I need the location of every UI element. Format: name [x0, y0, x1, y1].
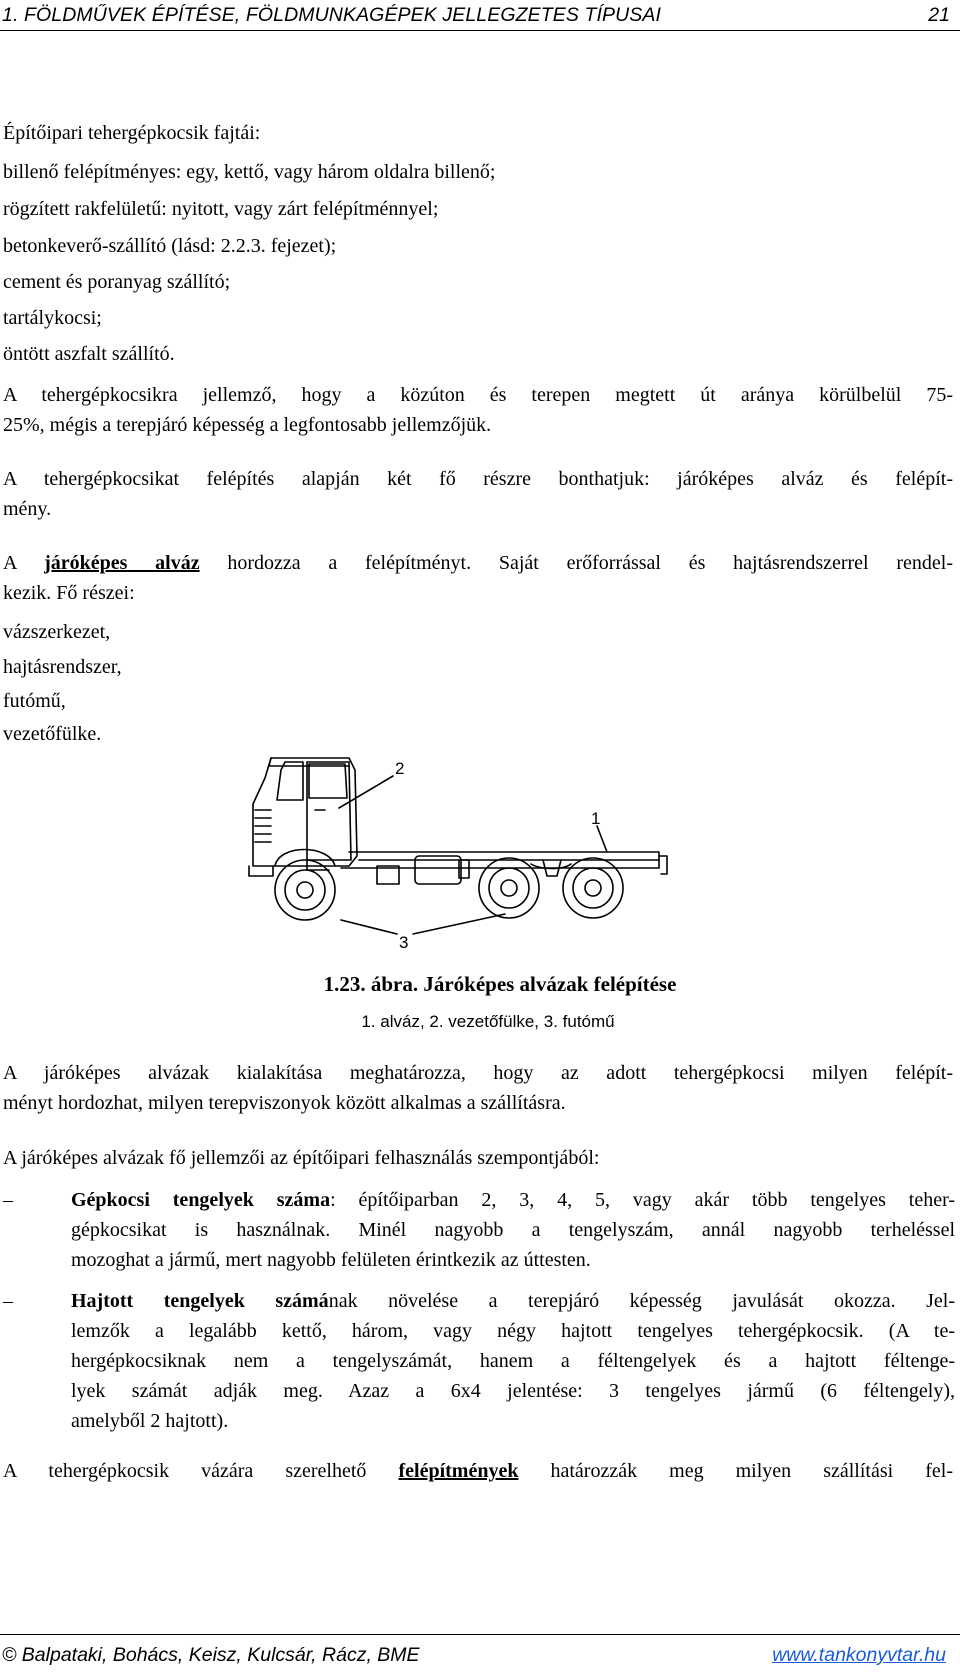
paragraph — [3, 464, 953, 524]
callout-2: 2 — [395, 759, 405, 778]
figure-legend: 1. alváz, 2. vezetőfülke, 3. futómű — [361, 1012, 615, 1031]
list-item: hajtásrendszer, — [3, 656, 122, 678]
bullet-item — [3, 1185, 955, 1275]
page-header — [0, 0, 960, 40]
list-item: öntött aszfalt szállító. — [3, 343, 175, 365]
text-span: határozzák meg milyen szállítási fel- — [518, 1460, 953, 1482]
leader-1 — [597, 826, 607, 852]
bold-term: Hajtott tengelyek számá — [71, 1290, 329, 1312]
list-item: futómű, — [3, 690, 66, 712]
list-item: billenő felépítményes: egy, kettő, vagy három oldalra billenő; — [3, 161, 496, 183]
paragraph-line: mozoghat a jármű, mert nagyobb felületen érintkezik az úttesten. — [71, 1249, 591, 1271]
paragraph-line: amelyből 2 hajtott). — [71, 1410, 229, 1432]
leader-3b — [413, 914, 505, 934]
footer-website-link[interactable]: www.tankonyvtar.hu — [772, 1644, 946, 1666]
page-footer — [0, 1628, 960, 1673]
term-jarokepes-alvaz: járóképes alváz — [44, 552, 200, 574]
paragraph-line: ményt hordozhat, milyen terepviszonyok között alkalmas a szállításra. — [3, 1092, 566, 1114]
list-item: rögzített rakfelületű: nyitott, vagy zárt felépítménnyel; — [3, 198, 439, 220]
paragraph-line: hergépkocsiknak nem a tengelyszámát, hanem a féltengelyek és a hajtott féltenge- — [71, 1350, 955, 1372]
cab-door — [307, 762, 351, 860]
callout-1: 1 — [591, 809, 601, 828]
term-felepitmenyek: felépítmények — [398, 1460, 519, 1482]
bullet-dash: – — [3, 1290, 13, 1312]
running-header-title: 1. FÖLDMŰVEK ÉPÍTÉSE, FÖLDMUNKAGÉPEK JELLEGZETES TÍPUSAI — [2, 4, 662, 26]
rear-wheel-1 — [479, 858, 539, 918]
paragraph: A járóképes alvázak fő jellemzői az építőipari felhasználás szempontjából: — [3, 1147, 600, 1169]
paragraph — [3, 1058, 953, 1118]
paragraph-line — [71, 1286, 955, 1316]
leader-3a — [341, 920, 397, 934]
bold-term: Gépkocsi tengelyek száma — [71, 1189, 331, 1211]
paragraph-line: kezik. Fő részei: — [3, 582, 135, 604]
paragraph-line: 25%, mégis a terepjáró képesség a legfontosabb jellemzőjük. — [3, 414, 492, 436]
paragraph — [3, 380, 953, 440]
paragraph-line: gépkocsikat is használnak. Minél nagyobb a tengelyszám, annál nagyobb terheléssel — [71, 1219, 955, 1241]
paragraph-line: mény. — [3, 498, 52, 520]
footer-rule — [0, 1634, 960, 1635]
paragraph-line: lyek számát adják meg. Azaz a 6x4 jelentése: 3 tengelyes jármű (6 féltengely), — [71, 1380, 955, 1402]
text-span: : építőiparban 2, 3, 4, 5, vagy akár több tengelyes teher- — [330, 1189, 956, 1211]
list-item: cement és poranyag szállító; — [3, 271, 231, 293]
paragraph-line: A járóképes alvázak kialakítása meghatározza, hogy az adott tehergépkocsi milyen felépít- — [3, 1062, 953, 1084]
paragraph-line: lemzők a legalább kettő, három, vagy négy hajtott tengelyes tehergépkocsik. (A te- — [71, 1320, 955, 1342]
text-span: nak növelése a terepjáró képesség javulását okozza. Jel- — [328, 1290, 955, 1312]
list-item: vezetőfülke. — [3, 723, 102, 745]
list-item: tartálykocsi; — [3, 307, 102, 329]
text-span: hordozza a felépítményt. Saját erőforrással és hajtásrendszerrel rendel- — [199, 552, 953, 574]
paragraph — [3, 1456, 953, 1486]
text-span: A tehergépkocsik vázára szerelhető — [3, 1460, 399, 1482]
callout-3: 3 — [399, 933, 409, 952]
paragraph-line: A tehergépkocsikra jellemző, hogy a közúton és terepen megtett út aránya körülbelül 75- — [3, 384, 953, 406]
paragraph-line — [3, 1456, 953, 1486]
cab-door-window — [309, 764, 347, 798]
footer-authors: © Balpataki, Bohács, Keisz, Kulcsár, Rácz, BME — [2, 1644, 420, 1666]
paragraph-line — [71, 1185, 955, 1215]
paragraph-line — [3, 548, 953, 578]
bullet-item — [3, 1286, 955, 1436]
page-number: 21 — [928, 4, 950, 26]
cab-windshield — [277, 762, 303, 800]
truck-chassis-figure — [245, 748, 685, 958]
list-heading: Építőipari tehergépkocsik fajtái: — [3, 122, 261, 144]
rear-wheel-2 — [563, 858, 623, 918]
list-item: vázszerkezet, — [3, 621, 111, 643]
header-rule — [0, 30, 960, 31]
paragraph-line: A tehergépkocsikat felépítés alapján két fő részre bonthatjuk: járóképes alváz és felépít- — [3, 468, 953, 490]
figure-caption: 1.23. ábra. Járóképes alvázak felépítése — [323, 972, 677, 996]
bullet-dash: – — [3, 1189, 13, 1211]
list-item: betonkeverő-szállító (lásd: 2.2.3. fejezet); — [3, 235, 337, 257]
front-wheel — [275, 860, 335, 920]
text-span: A — [3, 552, 45, 574]
paragraph — [3, 548, 953, 608]
